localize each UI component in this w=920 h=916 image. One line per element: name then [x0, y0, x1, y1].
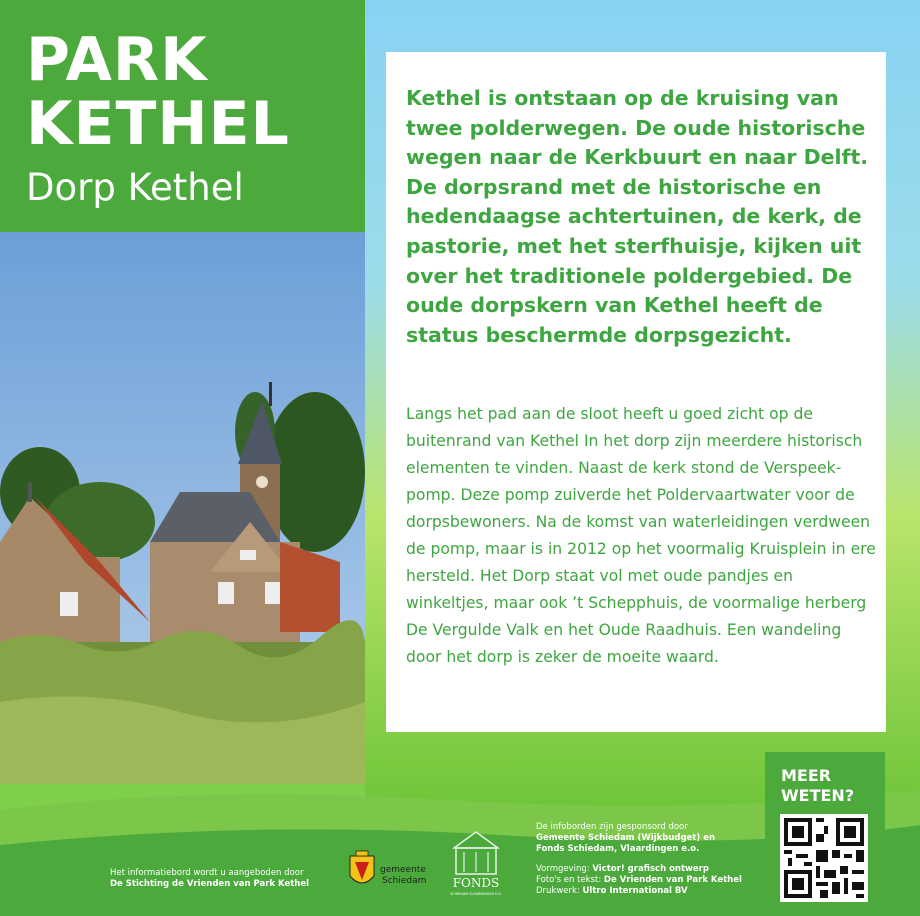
- gemeente-logo-line1: gemeente: [380, 865, 426, 875]
- qr-code[interactable]: [780, 814, 868, 902]
- weten-label: WETEN?: [781, 786, 855, 805]
- title-kethel: KETHEL: [26, 89, 290, 159]
- body-text: Langs het pad aan de sloot heeft u goed zicht op de buitenrand van Kethel In het dorp zijn meerdere historisch elementen te vinden. Naast de kerk stond de Verspeek-pomp. Deze pomp zuiverde het Poldervaartwater voor de dorpsbewoners. Na de komst van waterleidingen verdween de pomp, maar is in 2012 op het voormalig Kruisplein in ere hersteld. Het Dorp staat vol met oude pandjes en winkeltjes, maar ook ’t Schepphuis, de voormalige herberg De Vergulde Valk en het Oude Raadhuis. Een wandeling door het dorp is zeker de moeite waard.: [406, 405, 876, 666]
- sponsor-line-2: Fonds Schiedam, Vlaardingen e.o.: [536, 844, 700, 854]
- sponsor-line-1: Gemeente Schiedam (Wijkbudget) en: [536, 833, 716, 843]
- meer-weten-label: [781, 766, 854, 806]
- credits-right: [536, 822, 756, 897]
- subtitle: Dorp Kethel: [26, 166, 244, 209]
- design-credit: Vormgeving: Victor! grafisch ontwerp: [536, 864, 709, 874]
- photo-credit: Foto's en tekst: De Vrienden van Park Kethel: [536, 875, 742, 885]
- offered-by-text: Het informatiebord wordt u aangeboden door: [110, 868, 304, 878]
- fonds-logo-sub: SCHIEDAM VLAARDINGEN E.O.: [450, 892, 502, 896]
- meer-label: MEER: [781, 766, 832, 785]
- village-photo: [0, 232, 365, 784]
- text-panel: [386, 52, 886, 732]
- intro-text: Kethel is ontstaan op de kruising van twee polderwegen. De oude historische wegen naar de Kerkbuurt en naar Delft. De dorpsrand met de historische en hedendaagse achtertuinen, de kerk, de pastorie, met het sterfhuisje, kijken uit over het traditionele poldergebied. De oude dorpskern van Kethel heeft de status beschermde dorpsgezicht.: [406, 86, 869, 347]
- gemeente-logo-line2: Schiedam: [382, 876, 427, 886]
- sponsored-by-text: De infoborden zijn gesponsord door: [536, 822, 688, 832]
- title-park: PARK: [26, 25, 208, 95]
- title-block: [0, 0, 365, 232]
- credits-left: [110, 868, 309, 890]
- fonds-logo-text: FONDS: [452, 876, 500, 890]
- gemeente-schiedam-logo: [346, 850, 436, 898]
- offered-by-org: De Stichting de Vrienden van Park Kethel: [110, 879, 310, 889]
- qr-box: [765, 752, 885, 916]
- print-credit: Drukwerk: Ultro International BV: [536, 886, 688, 896]
- fonds-logo: [446, 830, 506, 902]
